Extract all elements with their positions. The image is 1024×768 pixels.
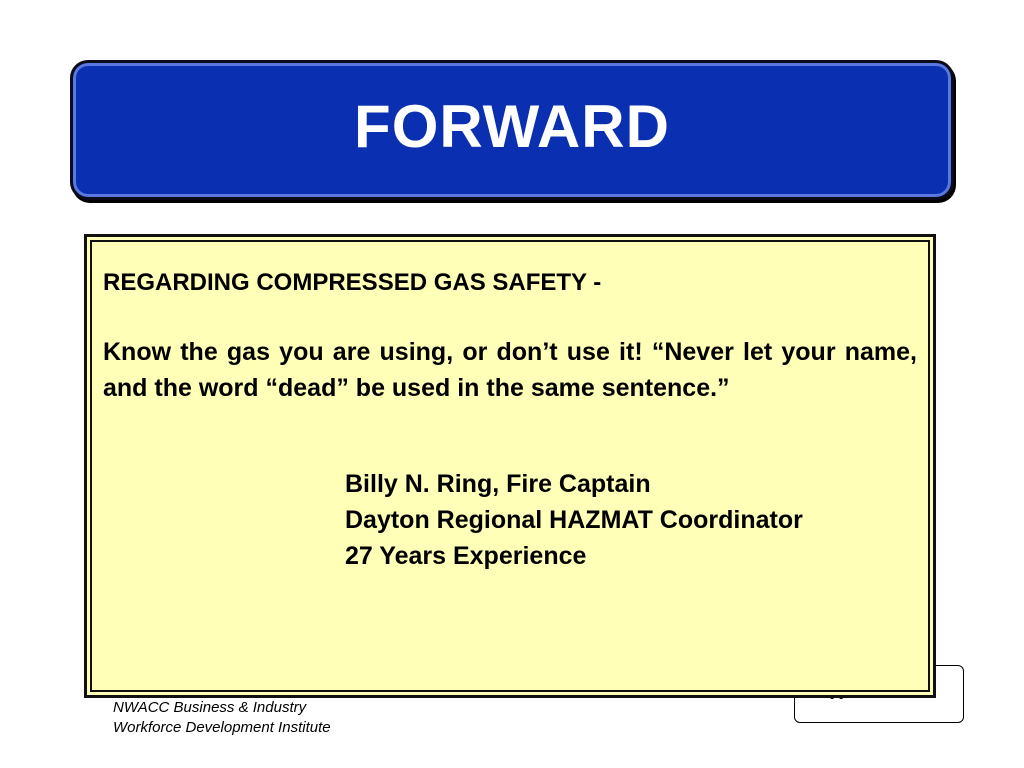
footer: [113, 698, 331, 738]
title-banner: [70, 60, 954, 200]
attribution-experience: 27 Years Experience: [345, 542, 587, 570]
note-body: Know the gas you are using, or don’t use it! “Never let your name, and the word “dead” be used in the same sentence.”: [103, 338, 917, 402]
attribution-role: Dayton Regional HAZMAT Coordinator: [345, 506, 803, 534]
attribution-name: Billy N. Ring, Fire Captain: [345, 470, 651, 498]
footer-line-2: Workforce Development Institute: [113, 719, 331, 736]
footer-line-1: NWACC Business & Industry: [113, 699, 307, 716]
note-heading: REGARDING COMPRESSED GAS SAFETY -: [103, 269, 602, 296]
note-box: [84, 234, 936, 698]
attribution: [345, 466, 917, 574]
slide-title: FORWARD: [354, 92, 670, 160]
